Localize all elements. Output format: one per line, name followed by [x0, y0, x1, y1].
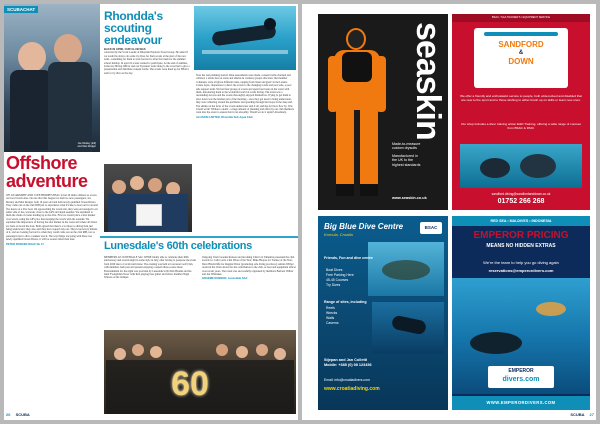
offshore-title: Offshore adventure [6, 153, 88, 191]
sandford-ad [452, 14, 590, 210]
emperor-headline: EMPEROR PRICING [473, 230, 569, 241]
sandford-wave-icon [484, 32, 558, 36]
seaskin-tagline: Made-to-measure custom drysuits Manufactured in the UK to the highest standards [392, 142, 421, 167]
page-number: 26 [6, 412, 11, 417]
emperor-top-bar: RED SEA • MALDIVES • INDONESIA [452, 216, 590, 226]
diving-centre-range-heading: Range of sites, including [324, 300, 367, 304]
diving-centre-list-1: Boat Dives Free Parking Here 45-45 Courses Try Dives [326, 268, 354, 287]
seaskin-brand: seaskin [409, 22, 447, 140]
diving-centre-subtitle: Korcula, Croatia [324, 232, 353, 237]
emperor-photo [452, 278, 590, 394]
diving-centre-diver-photo [372, 302, 444, 354]
diving-centre-url[interactable]: www.croatiadiving.com [324, 386, 380, 392]
diving-centre-contact: Stjepan and Jan Colletti Mobile: +385 (0) 98 123456 [324, 358, 372, 367]
emperor-ad [452, 216, 590, 410]
photo-caption: Joe Mosley (left) and Max Rodger [77, 142, 96, 148]
lunesdale-col-1: MEMBERS AT LUNESDALE SAC WERE finally able to celebrate their 60th anniversary and awards night in some style in July, after having to postpone the event from 2020 due to Covid restrictions. The evening was held at Lancaster Golf Club, with members both past and present enjoying a superb three-course meal. Entertainment for the night was provided by Lunesdale's DO Rob Heanin and his band 'Foolgrimm Trees' with Rob playing bass guitar and fellow member Nigel Watson on the trumpet. [104, 256, 196, 280]
sandford-logo: SANDFORD & DOWN [474, 28, 568, 88]
emperor-logo: EMPEROR divers.com [488, 366, 554, 388]
emperor-body: We're the team to help you go diving again [483, 260, 559, 265]
offshore-body: WE AT GRIMSBY AND CLEETHORPES BSAC travel 20 miles offshore to access our local wreck sites. On one dive this August we had two new passengers, Joe Mosley and Max Rodger, both 16 years old and both newly qualified Ocean Divers. They came out on the club RIB just to experience what it's like to boat out for around five hours on a dive boat. On approaching the wreck site, they were encouraged to sit either side of the coxswain, close to the GPS and depth sounder. We explained to them the chain of events leading up to the dive. First we would place a shot marker over wreck, using the GPS plot, then keeping the wreck with the sounder. We explained the importance of having the shot marker in the water and where all divers are back on board the boat. Both agreed that there's a lot more to diving than just being underwater; they also said they had a superb day out. They loved every minute of it, and are looking forward to when they could come out on the club RIB, not as passengers but to dive a sunken wreck. The way things are going with these two newly qualified Ocean Divers, it will be sooner rather than later. PETER RODGER BSAC No 17 [6, 194, 98, 246]
right-page [302, 4, 596, 420]
diving-centre-email[interactable]: Email: info@croatiadivers.com [324, 378, 370, 382]
rhondda-col-1: BACK IN APRIL OUR CLUB WAS contacted by the Scout Leader of Rhondda Explorer Scout Group. He asked if we would be able to do some try dives for their scouts at the start of the new term - something for them to look forward to after the break for the summer school holiday. In total 22 scouts wanted to participate. At the end of summer, Lidia our Diving Officer and our Treasurer went along to the scout hut to give a presentation and distribute consent forms. The scouts were lined up for BSACs and for try dive on the day. [104, 48, 190, 75]
left-footer [6, 412, 30, 417]
drysuit-figure [328, 28, 386, 198]
sandford-photo [460, 144, 582, 188]
sandford-para-2: Our shop includes a diver training action E&D Training, offering a wide range of courses from BSAC & PADI. [461, 122, 581, 130]
right-footer [570, 412, 594, 417]
offshore-photo [4, 4, 100, 152]
rhondda-col-2: Now the real planning started. Risk assessments were made, consent forms checked and collated, a whole host of starts and shields in counted, groups allocated. Our member volunteers were all given different tasks, ranging from 'meet and greet' in the Leisure Centre foyer, chaperones to direct the scouts to the changing rooms and pool side, a pool side support team. We had four groups of scouts and spent four hours in the water with them, introducing them to the wonderful world of scuba diving. The event was a resounding success and the scouts thoroughly enjoyed themselves. Trying to get them to slow down was the hardest part of the morning - once they got used to being underwater, they were whizzing around the perimeter and speeding through the hoops in the deep end. The smiles on the faces of the scouts underwater said it all, and the fact how flew by. Was it hard work? Without a doubt - a huge amount of planning and effort by our club members went into the event to ensure that it ran smoothly. Would we do it again? Absolutely. ALLISON CARTER, Rhondda Sub Aqua Club [196, 74, 294, 119]
lunesdale-col-2: Outgoing Chair Graeme Robson and incoming Chair Liz Tallentire presented the club awards to: Cath Lorrie Club Diver of the Year; Mike Heayes for Trainee of the Year; Dave Hinchcliffe for Regular Diver (promoting safe diving practices); Adrian Wilbur received the Chair Award for his contribution to the club, as boat and equipment officer over recent years. The event was successfully organised by members Barbara Wilbur and Jen Whittaker. GRAEME ROBSON, Lunesdale SAC [202, 256, 296, 281]
lunesdale-divider [100, 236, 298, 238]
diving-centre-photo [368, 242, 444, 296]
diving-centre-ad [318, 216, 448, 410]
rhondda-lead: BACK IN APRIL OUR CLUB WAS [104, 48, 146, 51]
seaskin-ad [318, 14, 448, 210]
bsac-badge: BSAC [420, 222, 442, 234]
diving-centre-heading: Friends, Fun and dive centre [324, 256, 373, 260]
diving-centre-title: Big Blue Dive Centre [324, 222, 404, 231]
rhondda-title: Rhondda's scouting endeavour [104, 9, 163, 47]
sandford-email[interactable]: sandford.diving@sandfordanddown.co.uk [491, 192, 551, 196]
seaskin-url[interactable]: www.seaskin.co.uk [392, 196, 427, 200]
emperor-url[interactable]: WWW.EMPERORDIVERS.COM [452, 396, 590, 410]
cake-60: 60 [171, 365, 209, 403]
sandford-para-1: We offer a friendly and enthusiastic service to people, both wide-locked and disabled that are new to the sport and to those wishing to either brush up on skills or learn new ones. [460, 94, 582, 102]
offshore-byline: PETER RODGER BSAC No 17 [6, 242, 44, 246]
sandford-phone[interactable]: 01752 266 268 [497, 198, 545, 205]
section-tag: SCUBACHAT [4, 6, 38, 13]
emperor-email[interactable]: reservations@emperordivers.com [488, 268, 554, 273]
scouts-photo [104, 164, 192, 232]
sandford-top-bar: BSAC / SAA TRAINER'S / EQUIPMENT SERVICE [452, 14, 590, 22]
left-page [4, 4, 298, 420]
diving-centre-list-2: Reefs Wrecks Walls Caverns [326, 306, 339, 325]
page-number: 27 [589, 412, 594, 417]
magazine-name: SCUBA [15, 412, 30, 417]
lunesdale-title: Lunesdale's 60th celebrations [104, 240, 252, 252]
pool-photo [194, 6, 296, 70]
lunesdale-photo [104, 330, 296, 414]
rhondda-byline: ALLISON CARTER, Rhondda Sub Aqua Club [196, 115, 253, 119]
emperor-subheadline: MEANS NO HIDDEN EXTRAS [486, 243, 556, 249]
lunesdale-byline: GRAEME ROBSON, Lunesdale SAC [202, 277, 248, 281]
magazine-name: SCUBA [570, 412, 585, 417]
